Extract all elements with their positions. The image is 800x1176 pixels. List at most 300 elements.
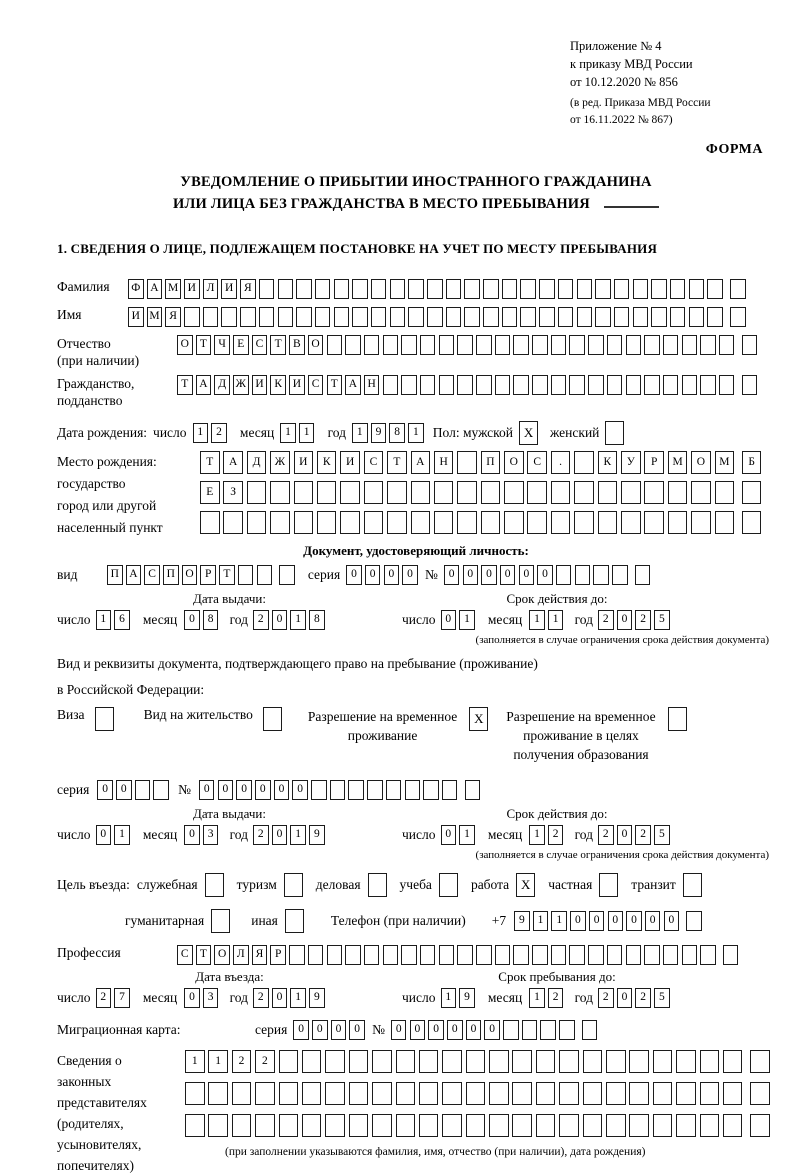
sex-female-checkbox[interactable] (605, 421, 624, 445)
char-cell[interactable] (372, 1050, 392, 1073)
char-cell[interactable] (730, 279, 746, 299)
char-cell[interactable]: И (184, 279, 200, 299)
char-cell[interactable] (279, 1114, 299, 1137)
char-cell[interactable] (559, 1082, 579, 1105)
char-cell[interactable] (405, 780, 421, 800)
char-cell[interactable] (644, 335, 660, 355)
char-cell[interactable] (372, 1114, 392, 1137)
char-cell[interactable] (612, 565, 628, 585)
char-cell[interactable] (551, 335, 567, 355)
char-cell[interactable] (700, 945, 716, 965)
char-cell[interactable] (502, 279, 518, 299)
char-cell[interactable]: 2 (253, 825, 269, 845)
char-cell[interactable] (532, 335, 548, 355)
char-cell[interactable] (522, 1020, 538, 1040)
char-cell[interactable] (457, 511, 477, 534)
char-cell[interactable] (700, 1050, 720, 1073)
char-cell[interactable] (742, 481, 762, 504)
char-cell[interactable] (577, 307, 593, 327)
char-cell[interactable] (327, 335, 343, 355)
char-cell[interactable]: 1 (193, 423, 209, 443)
char-cell[interactable] (419, 1114, 439, 1137)
char-cell[interactable] (606, 1114, 626, 1137)
char-cell[interactable]: 0 (617, 988, 633, 1008)
char-cell[interactable]: 1 (529, 988, 545, 1008)
char-cell[interactable]: 0 (626, 911, 642, 931)
sex-male-checkbox[interactable]: X (519, 421, 538, 445)
char-cell[interactable]: Т (196, 335, 212, 355)
char-cell[interactable] (495, 375, 511, 395)
char-cell[interactable] (345, 945, 361, 965)
char-cell[interactable] (520, 279, 536, 299)
char-cell[interactable] (185, 1114, 205, 1137)
char-cell[interactable]: 0 (645, 911, 661, 931)
char-cell[interactable] (644, 375, 660, 395)
char-cell[interactable]: 0 (199, 780, 215, 800)
char-cell[interactable] (383, 945, 399, 965)
char-cell[interactable] (723, 1082, 743, 1105)
purpose-official-checkbox[interactable] (205, 873, 224, 897)
char-cell[interactable]: 0 (447, 1020, 463, 1040)
char-cell[interactable] (466, 1082, 486, 1105)
char-cell[interactable] (668, 511, 688, 534)
char-cell[interactable] (629, 1114, 649, 1137)
char-cell[interactable]: 0 (391, 1020, 407, 1040)
char-cell[interactable] (750, 1114, 770, 1137)
char-cell[interactable]: 1 (290, 825, 306, 845)
char-cell[interactable] (401, 335, 417, 355)
char-cell[interactable] (676, 1050, 696, 1073)
char-cell[interactable] (238, 565, 254, 585)
char-cell[interactable] (278, 279, 294, 299)
char-cell[interactable] (387, 481, 407, 504)
char-cell[interactable] (476, 335, 492, 355)
char-cell[interactable]: 0 (255, 780, 271, 800)
char-cell[interactable] (569, 375, 585, 395)
char-cell[interactable]: 2 (635, 825, 651, 845)
char-cell[interactable]: С (144, 565, 160, 585)
char-cell[interactable] (364, 945, 380, 965)
char-cell[interactable]: Е (233, 335, 249, 355)
char-cell[interactable] (651, 307, 667, 327)
char-cell[interactable]: 0 (184, 988, 200, 1008)
char-cell[interactable]: 0 (116, 780, 132, 800)
char-cell[interactable] (315, 307, 331, 327)
char-cell[interactable]: 1 (551, 911, 567, 931)
char-cell[interactable]: 0 (274, 780, 290, 800)
char-cell[interactable] (294, 511, 314, 534)
char-cell[interactable] (700, 1082, 720, 1105)
char-cell[interactable] (569, 945, 585, 965)
char-cell[interactable]: 8 (309, 610, 325, 630)
char-cell[interactable]: 0 (444, 565, 460, 585)
char-cell[interactable]: 1 (459, 825, 475, 845)
char-cell[interactable] (419, 1082, 439, 1105)
char-cell[interactable] (411, 481, 431, 504)
char-cell[interactable]: 1 (290, 610, 306, 630)
char-cell[interactable] (574, 451, 594, 474)
char-cell[interactable] (279, 565, 295, 585)
char-cell[interactable] (489, 1114, 509, 1137)
char-cell[interactable] (411, 511, 431, 534)
char-cell[interactable] (495, 335, 511, 355)
char-cell[interactable] (327, 945, 343, 965)
char-cell[interactable]: Н (434, 451, 454, 474)
char-cell[interactable]: А (345, 375, 361, 395)
char-cell[interactable]: 0 (484, 1020, 500, 1040)
char-cell[interactable] (644, 481, 664, 504)
char-cell[interactable]: 2 (598, 825, 614, 845)
char-cell[interactable] (255, 1082, 275, 1105)
char-cell[interactable] (203, 307, 219, 327)
char-cell[interactable]: 2 (253, 610, 269, 630)
char-cell[interactable]: 2 (96, 988, 112, 1008)
char-cell[interactable] (504, 511, 524, 534)
char-cell[interactable] (536, 1082, 556, 1105)
char-cell[interactable] (348, 780, 364, 800)
char-cell[interactable] (457, 481, 477, 504)
char-cell[interactable]: 9 (309, 988, 325, 1008)
char-cell[interactable]: 5 (654, 988, 670, 1008)
char-cell[interactable] (495, 945, 511, 965)
char-cell[interactable]: 2 (211, 423, 227, 443)
char-cell[interactable] (707, 279, 723, 299)
char-cell[interactable]: 0 (292, 780, 308, 800)
char-cell[interactable] (232, 1114, 252, 1137)
char-cell[interactable]: 2 (232, 1050, 252, 1073)
char-cell[interactable]: 1 (96, 610, 112, 630)
char-cell[interactable]: 5 (654, 825, 670, 845)
char-cell[interactable] (311, 780, 327, 800)
char-cell[interactable] (723, 945, 739, 965)
char-cell[interactable]: Д (247, 451, 267, 474)
char-cell[interactable] (420, 335, 436, 355)
char-cell[interactable]: 0 (272, 610, 288, 630)
char-cell[interactable] (540, 1020, 556, 1040)
char-cell[interactable]: Р (270, 945, 286, 965)
char-cell[interactable] (512, 1050, 532, 1073)
char-cell[interactable]: С (177, 945, 193, 965)
char-cell[interactable] (715, 481, 735, 504)
char-cell[interactable]: 0 (617, 825, 633, 845)
char-cell[interactable] (153, 780, 169, 800)
char-cell[interactable] (512, 1082, 532, 1105)
char-cell[interactable] (626, 375, 642, 395)
char-cell[interactable] (742, 375, 758, 395)
char-cell[interactable] (325, 1050, 345, 1073)
char-cell[interactable] (270, 511, 290, 534)
char-cell[interactable] (296, 279, 312, 299)
char-cell[interactable] (208, 1082, 228, 1105)
char-cell[interactable] (386, 780, 402, 800)
char-cell[interactable] (556, 565, 572, 585)
char-cell[interactable]: 0 (272, 988, 288, 1008)
char-cell[interactable] (607, 945, 623, 965)
char-cell[interactable] (707, 307, 723, 327)
char-cell[interactable] (719, 335, 735, 355)
char-cell[interactable] (670, 307, 686, 327)
char-cell[interactable] (317, 511, 337, 534)
char-cell[interactable] (352, 279, 368, 299)
char-cell[interactable] (588, 375, 604, 395)
char-cell[interactable]: 2 (598, 610, 614, 630)
char-cell[interactable]: А (196, 375, 212, 395)
char-cell[interactable]: Я (252, 945, 268, 965)
char-cell[interactable]: 8 (203, 610, 219, 630)
char-cell[interactable] (476, 945, 492, 965)
char-cell[interactable]: 1 (185, 1050, 205, 1073)
char-cell[interactable]: П (163, 565, 179, 585)
char-cell[interactable] (457, 451, 477, 474)
char-cell[interactable]: О (308, 335, 324, 355)
char-cell[interactable] (700, 335, 716, 355)
char-cell[interactable]: 0 (312, 1020, 328, 1040)
char-cell[interactable] (442, 1050, 462, 1073)
char-cell[interactable] (598, 481, 618, 504)
char-cell[interactable]: Л (233, 945, 249, 965)
char-cell[interactable]: Ф (128, 279, 144, 299)
char-cell[interactable] (483, 279, 499, 299)
char-cell[interactable]: Р (200, 565, 216, 585)
char-cell[interactable] (489, 1050, 509, 1073)
char-cell[interactable] (464, 279, 480, 299)
char-cell[interactable] (682, 945, 698, 965)
purpose-transit-checkbox[interactable] (683, 873, 702, 897)
char-cell[interactable]: 0 (184, 825, 200, 845)
char-cell[interactable] (513, 335, 529, 355)
char-cell[interactable] (223, 511, 243, 534)
char-cell[interactable] (670, 279, 686, 299)
char-cell[interactable] (629, 1082, 649, 1105)
char-cell[interactable] (663, 375, 679, 395)
char-cell[interactable] (719, 375, 735, 395)
char-cell[interactable]: 3 (203, 988, 219, 1008)
char-cell[interactable] (633, 279, 649, 299)
char-cell[interactable] (372, 1082, 392, 1105)
char-cell[interactable] (551, 481, 571, 504)
char-cell[interactable] (466, 1050, 486, 1073)
purpose-private-checkbox[interactable] (599, 873, 618, 897)
purpose-humanitarian-checkbox[interactable] (211, 909, 230, 933)
char-cell[interactable] (259, 279, 275, 299)
char-cell[interactable] (135, 780, 151, 800)
char-cell[interactable]: 1 (529, 610, 545, 630)
char-cell[interactable]: 3 (203, 825, 219, 845)
char-cell[interactable] (502, 307, 518, 327)
purpose-work-checkbox[interactable]: X (516, 873, 535, 897)
char-cell[interactable] (442, 1082, 462, 1105)
char-cell[interactable]: 0 (570, 911, 586, 931)
char-cell[interactable]: А (126, 565, 142, 585)
char-cell[interactable]: 2 (548, 825, 564, 845)
char-cell[interactable]: 0 (365, 565, 381, 585)
char-cell[interactable]: 0 (519, 565, 535, 585)
char-cell[interactable] (184, 307, 200, 327)
char-cell[interactable] (539, 279, 555, 299)
char-cell[interactable]: 0 (236, 780, 252, 800)
char-cell[interactable]: У (621, 451, 641, 474)
char-cell[interactable]: 1 (529, 825, 545, 845)
char-cell[interactable]: 1 (280, 423, 296, 443)
char-cell[interactable] (689, 307, 705, 327)
char-cell[interactable] (349, 1050, 369, 1073)
char-cell[interactable] (364, 511, 384, 534)
char-cell[interactable] (635, 565, 651, 585)
char-cell[interactable]: И (221, 279, 237, 299)
char-cell[interactable] (427, 279, 443, 299)
char-cell[interactable] (434, 481, 454, 504)
char-cell[interactable]: И (128, 307, 144, 327)
char-cell[interactable]: 1 (408, 423, 424, 443)
char-cell[interactable] (367, 780, 383, 800)
char-cell[interactable] (325, 1082, 345, 1105)
char-cell[interactable] (257, 565, 273, 585)
char-cell[interactable] (750, 1082, 770, 1105)
char-cell[interactable] (278, 307, 294, 327)
char-cell[interactable] (663, 945, 679, 965)
char-cell[interactable] (558, 279, 574, 299)
char-cell[interactable] (352, 307, 368, 327)
char-cell[interactable] (221, 307, 237, 327)
char-cell[interactable] (446, 279, 462, 299)
char-cell[interactable] (621, 511, 641, 534)
char-cell[interactable]: Я (240, 279, 256, 299)
char-cell[interactable] (302, 1082, 322, 1105)
char-cell[interactable] (742, 511, 762, 534)
char-cell[interactable]: П (107, 565, 123, 585)
char-cell[interactable] (551, 375, 567, 395)
char-cell[interactable] (185, 1082, 205, 1105)
char-cell[interactable]: 9 (371, 423, 387, 443)
char-cell[interactable]: Д (214, 375, 230, 395)
char-cell[interactable]: 0 (537, 565, 553, 585)
char-cell[interactable] (682, 375, 698, 395)
char-cell[interactable]: 0 (410, 1020, 426, 1040)
char-cell[interactable] (390, 279, 406, 299)
char-cell[interactable] (457, 945, 473, 965)
char-cell[interactable]: Ж (270, 451, 290, 474)
char-cell[interactable]: 0 (96, 825, 112, 845)
char-cell[interactable]: 0 (272, 825, 288, 845)
char-cell[interactable] (559, 1020, 575, 1040)
char-cell[interactable] (700, 375, 716, 395)
char-cell[interactable] (527, 481, 547, 504)
char-cell[interactable] (653, 1114, 673, 1137)
char-cell[interactable] (689, 279, 705, 299)
char-cell[interactable] (536, 1114, 556, 1137)
char-cell[interactable]: Т (387, 451, 407, 474)
purpose-tourism-checkbox[interactable] (284, 873, 303, 897)
char-cell[interactable] (593, 565, 609, 585)
char-cell[interactable]: 1 (533, 911, 549, 931)
char-cell[interactable] (614, 307, 630, 327)
char-cell[interactable] (349, 1082, 369, 1105)
char-cell[interactable] (532, 375, 548, 395)
char-cell[interactable] (289, 945, 305, 965)
char-cell[interactable] (255, 1114, 275, 1137)
char-cell[interactable] (629, 1050, 649, 1073)
char-cell[interactable] (442, 1114, 462, 1137)
char-cell[interactable] (390, 307, 406, 327)
char-cell[interactable] (446, 307, 462, 327)
char-cell[interactable] (247, 511, 267, 534)
char-cell[interactable] (420, 375, 436, 395)
char-cell[interactable] (423, 780, 439, 800)
char-cell[interactable]: 0 (184, 610, 200, 630)
char-cell[interactable]: 0 (428, 1020, 444, 1040)
char-cell[interactable]: А (411, 451, 431, 474)
char-cell[interactable] (539, 307, 555, 327)
char-cell[interactable] (387, 511, 407, 534)
char-cell[interactable]: 1 (459, 610, 475, 630)
char-cell[interactable] (569, 335, 585, 355)
char-cell[interactable]: К (270, 375, 286, 395)
char-cell[interactable]: 0 (331, 1020, 347, 1040)
char-cell[interactable] (626, 945, 642, 965)
char-cell[interactable] (651, 279, 667, 299)
char-cell[interactable] (279, 1082, 299, 1105)
char-cell[interactable]: 0 (481, 565, 497, 585)
char-cell[interactable] (520, 307, 536, 327)
char-cell[interactable] (588, 945, 604, 965)
char-cell[interactable] (439, 335, 455, 355)
char-cell[interactable] (200, 511, 220, 534)
char-cell[interactable] (583, 1082, 603, 1105)
char-cell[interactable]: 0 (589, 911, 605, 931)
temp-residence-education-checkbox[interactable] (668, 707, 687, 731)
char-cell[interactable] (325, 1114, 345, 1137)
char-cell[interactable] (340, 481, 360, 504)
char-cell[interactable] (408, 307, 424, 327)
char-cell[interactable] (371, 307, 387, 327)
char-cell[interactable] (559, 1050, 579, 1073)
purpose-other-checkbox[interactable] (285, 909, 304, 933)
char-cell[interactable]: 0 (463, 565, 479, 585)
char-cell[interactable] (598, 511, 618, 534)
char-cell[interactable] (614, 279, 630, 299)
char-cell[interactable]: 2 (255, 1050, 275, 1073)
char-cell[interactable] (621, 481, 641, 504)
char-cell[interactable]: 2 (635, 610, 651, 630)
char-cell[interactable] (676, 1082, 696, 1105)
residence-permit-checkbox[interactable] (263, 707, 282, 731)
char-cell[interactable] (396, 1050, 416, 1073)
char-cell[interactable]: С (308, 375, 324, 395)
char-cell[interactable] (270, 481, 290, 504)
char-cell[interactable]: О (177, 335, 193, 355)
char-cell[interactable] (481, 511, 501, 534)
char-cell[interactable]: М (668, 451, 688, 474)
char-cell[interactable] (551, 511, 571, 534)
char-cell[interactable]: 1 (441, 988, 457, 1008)
char-cell[interactable] (504, 481, 524, 504)
char-cell[interactable] (503, 1020, 519, 1040)
char-cell[interactable]: З (223, 481, 243, 504)
char-cell[interactable]: 1 (208, 1050, 228, 1073)
char-cell[interactable]: С (252, 335, 268, 355)
char-cell[interactable] (668, 481, 688, 504)
char-cell[interactable] (574, 481, 594, 504)
char-cell[interactable] (308, 945, 324, 965)
char-cell[interactable] (439, 945, 455, 965)
char-cell[interactable] (559, 1114, 579, 1137)
char-cell[interactable]: Р (644, 451, 664, 474)
char-cell[interactable]: О (504, 451, 524, 474)
char-cell[interactable] (527, 511, 547, 534)
char-cell[interactable] (334, 307, 350, 327)
char-cell[interactable]: 9 (514, 911, 530, 931)
char-cell[interactable]: Л (203, 279, 219, 299)
